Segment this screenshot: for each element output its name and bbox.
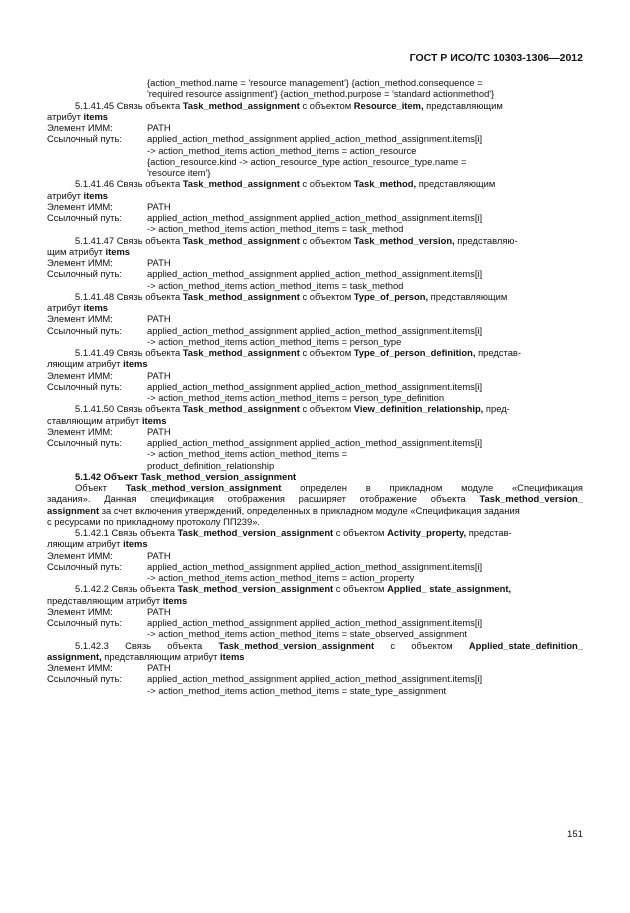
reference-path-row: Ссылочный путь: applied_action_method_assignment applied_action_method_assignment.items[i]	[47, 560, 483, 572]
reference-path-line: -> action_method_items action_method_items = task_method	[147, 223, 404, 235]
clause-heading-5-1-41-48: 5.1.41.48 Связь объекта Task_method_assignment с объектом Type_of_person, представляющим	[75, 290, 508, 302]
paragraph-line: assignment за счет включения утверждений, определенных в прикладном модуле «Спецификация задания	[47, 504, 520, 516]
reference-path-row: Ссылочный путь: applied_action_method_assignment applied_action_method_assignment.items[i]	[47, 324, 483, 336]
clause-attribute-line: щим атрибут items	[47, 245, 131, 257]
imm-element-row: Элемент ИММ: PATH	[47, 605, 171, 617]
document-header: ГОСТ Р ИСО/ТС 10303-1306—2012	[409, 52, 583, 64]
reference-path-row: Ссылочный путь: applied_action_method_assignment applied_action_method_assignment.items[i]	[47, 437, 483, 448]
imm-element-row: Элемент ИММ: PATH	[47, 122, 171, 133]
paragraph-line: задания». Данная спецификация отображения расширяет отображение объекта Task_method_version_	[47, 493, 583, 505]
clause-attribute-line: атрибут items	[47, 189, 109, 201]
imm-element-row: Элемент ИММ: PATH	[47, 200, 171, 212]
paragraph-line: с ресурсами по прикладному протоколу ПП239».	[47, 515, 261, 527]
reference-path-line: -> action_method_items action_method_items = state_observed_assignment	[147, 628, 467, 640]
imm-element-row: Элемент ИММ: PATH	[47, 425, 171, 437]
reference-path-line: {action_resource.kind -> action_resource_type action_resource_type.name =	[147, 155, 467, 167]
text-line: 'required resource assignment'} {action_method.purpose = 'standard actionmethod'}	[147, 88, 495, 100]
paragraph-line: Объект Task_method_version_assignment определен в прикладном модуле «Спецификация	[75, 482, 583, 493]
imm-element-row: Элемент ИММ: PATH	[47, 313, 171, 325]
clause-attribute-line: представляющим атрибут items	[47, 594, 188, 606]
clause-attribute-line: assignment, представляющим атрибут items	[47, 650, 245, 662]
clause-attribute-line: атрибут items	[47, 110, 109, 122]
text-line: {action_method.name = 'resource management'} {action_method.consequence =	[147, 77, 483, 88]
reference-path-row: Ссылочный путь: applied_action_method_assignment applied_action_method_assignment.items[i]	[47, 268, 483, 280]
imm-element-row: Элемент ИММ: PATH	[47, 257, 171, 268]
clause-attribute-line: ставляющим атрибут items	[47, 414, 167, 426]
reference-path-line: product_definition_relationship	[147, 459, 275, 471]
imm-element-row: Элемент ИММ: PATH	[47, 662, 171, 673]
clause-heading-5-1-41-46: 5.1.41.46 Связь объекта Task_method_assignment с объектом Task_method, представляющим	[75, 178, 496, 190]
clause-heading-5-1-42-1: 5.1.42.1 Связь объекта Task_method_version_assignment с объектом Activity_property, представ-	[75, 527, 512, 538]
reference-path-line: -> action_method_items action_method_items = action_resource	[147, 144, 417, 156]
imm-element-row: Элемент ИММ: PATH	[47, 369, 171, 381]
clause-attribute-line: ляющим атрибут items	[47, 538, 148, 550]
reference-path-line: -> action_method_items action_method_items = person_type_definition	[147, 392, 445, 403]
reference-path-row: Ссылочный путь: applied_action_method_assignment applied_action_method_assignment.items[i]	[47, 212, 483, 223]
clause-attribute-line: ляющим атрибут items	[47, 358, 148, 370]
clause-heading-5-1-42-3: 5.1.42.3 Связь объекта Task_method_version_assignment с объектом Applied_state_definition_	[75, 639, 583, 651]
reference-path-line: -> action_method_items action_method_items = task_method	[147, 279, 404, 291]
section-title-5-1-42: 5.1.42 Объект Task_method_version_assignment	[75, 470, 297, 482]
reference-path-line: -> action_method_items action_method_items =	[147, 448, 348, 460]
clause-attribute-line: атрибут items	[47, 302, 109, 313]
reference-path-line: -> action_method_items action_method_items = state_type_assignment	[147, 684, 447, 696]
reference-path-row: Ссылочный путь: applied_action_method_assignment applied_action_method_assignment.items[i]	[47, 380, 483, 392]
clause-heading-5-1-41-47: 5.1.41.47 Связь объекта Task_method_assignment с объектом Task_method_version, представляю-	[75, 234, 518, 246]
document-body	[47, 77, 583, 696]
imm-element-row: Элемент ИММ: PATH	[47, 549, 171, 561]
page-number: 151	[566, 829, 583, 840]
reference-path-line: -> action_method_items action_method_items = person_type	[147, 335, 402, 347]
clause-heading-5-1-42-2: 5.1.42.2 Связь объекта Task_method_version_assignment с объектом Applied_ state_assignment,	[75, 583, 512, 595]
clause-heading-5-1-41-50: 5.1.41.50 Связь объекта Task_method_assignment с объектом View_definition_relationship, пред-	[75, 403, 510, 415]
reference-path-row: Ссылочный путь: applied_action_method_assignment applied_action_method_assignment.items[i]	[47, 133, 483, 145]
reference-path-line: 'resource item'}	[147, 167, 211, 178]
reference-path-row: Ссылочный путь: applied_action_method_assignment applied_action_method_assignment.items[i]	[47, 617, 483, 628]
reference-path-line: -> action_method_items action_method_items = action_property	[147, 572, 415, 583]
reference-path-row: Ссылочный путь: applied_action_method_assignment applied_action_method_assignment.items[i]	[47, 673, 483, 685]
clause-heading-5-1-41-45: 5.1.41.45 Связь объекта Task_method_assignment с объектом Resource_item, представляющим	[75, 99, 503, 111]
clause-heading-5-1-41-49: 5.1.41.49 Связь объекта Task_method_assignment с объектом Type_of_person_definition, представ-	[75, 347, 522, 358]
